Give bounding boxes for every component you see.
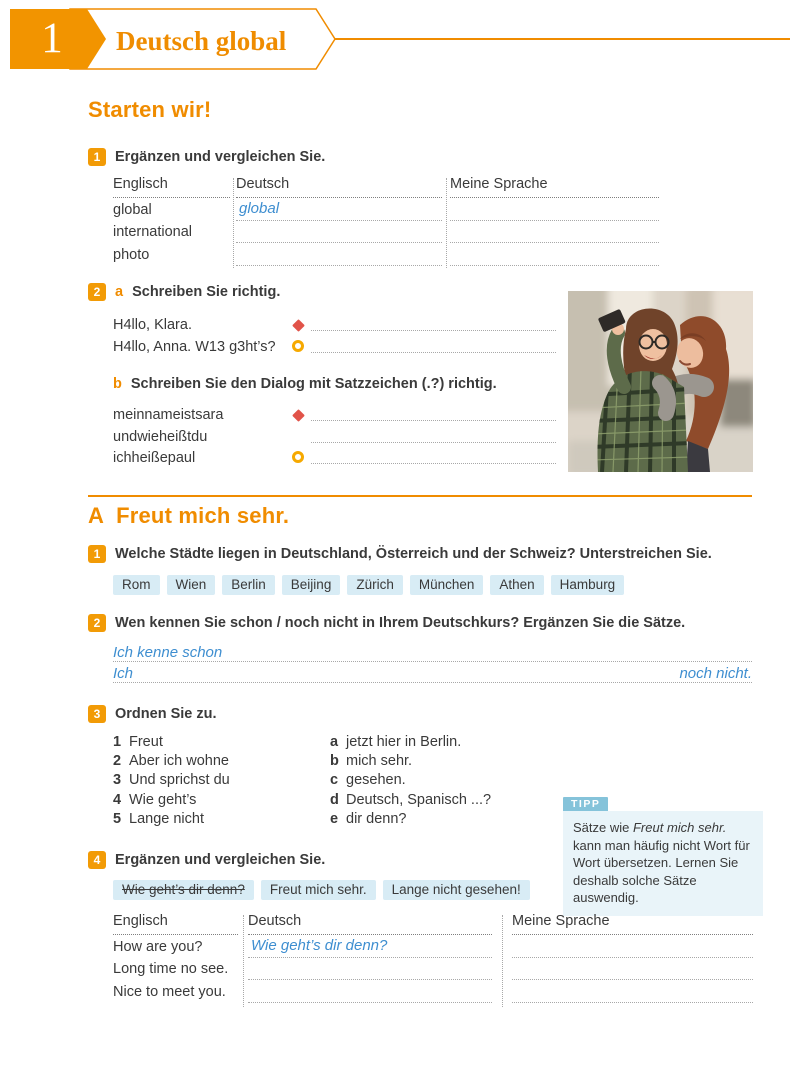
scrambled-text: H4llo, Anna. W13 g3ht’s?	[113, 339, 276, 355]
exercise-number-badge: 1	[88, 545, 106, 563]
english-word: global	[113, 201, 152, 218]
tip-label: TIPP	[563, 797, 608, 812]
matching-item[interactable]: c gesehen.	[330, 772, 406, 789]
sentence-line-2[interactable]	[113, 661, 752, 683]
phrase-chip-struck[interactable]: Wie geht’s dir denn?	[113, 880, 254, 900]
exercise-instruction: Ergänzen und vergleichen Sie.	[115, 852, 326, 868]
dialog-line	[113, 313, 556, 335]
exercise-1-header	[88, 148, 325, 166]
column-header-englisch: Englisch	[113, 913, 238, 935]
matching-item[interactable]: d Deutsch, Spanisch ...?	[330, 791, 492, 808]
scrambled-text: meinnameistsara	[113, 407, 224, 424]
friends-photo	[568, 291, 753, 472]
handwritten-answer: global	[239, 199, 280, 217]
matching-item[interactable]: 1 Freut	[113, 734, 163, 750]
table-row	[113, 243, 659, 266]
city-chip[interactable]: Zürich	[347, 575, 403, 595]
table-row	[113, 221, 659, 244]
part-letter: a	[115, 284, 124, 300]
table-row	[113, 958, 753, 981]
city-chip[interactable]: Rom	[113, 575, 160, 595]
answer-line[interactable]	[311, 340, 556, 353]
deutsch-answer-line[interactable]	[248, 938, 492, 958]
meine-sprache-answer-line[interactable]	[450, 217, 659, 221]
translation-table-1	[113, 176, 659, 266]
answer-line[interactable]	[311, 318, 556, 331]
phrase-chip[interactable]: Freut mich sehr.	[261, 880, 376, 900]
dialog-line	[113, 425, 556, 446]
dialog-line	[113, 335, 556, 357]
exercise-number-badge: 1	[88, 148, 106, 166]
translation-table-2	[113, 913, 753, 1003]
exercise-number-badge: 2	[88, 283, 106, 301]
deutsch-answer-line[interactable]	[236, 262, 442, 266]
answer-line[interactable]	[311, 408, 556, 421]
column-header-deutsch: Deutsch	[248, 913, 492, 935]
handwritten-sentence-start: Ich kenne schon	[113, 644, 223, 661]
deutsch-answer-line[interactable]	[236, 239, 442, 243]
exercise-a4-header	[88, 851, 325, 869]
section-divider-rule	[88, 495, 752, 497]
matching-item[interactable]: 2 Aber ich wohne	[113, 753, 229, 770]
city-chips	[113, 575, 624, 595]
exercise-instruction: Welche Städte liegen in Deutschland, Österreich und der Schweiz? Unterstreichen Sie.	[115, 546, 712, 562]
meine-sprache-answer-line[interactable]	[512, 999, 753, 1003]
exercise-2a-header	[88, 283, 280, 301]
section-title: Freut mich sehr.	[116, 503, 290, 528]
section-title-starten: Starten wir!	[88, 97, 212, 122]
matching-item[interactable]: 3 Und sprichst du	[113, 772, 230, 789]
speaker-diamond-icon	[292, 410, 305, 423]
exercise-instruction: Ergänzen und vergleichen Sie.	[115, 149, 326, 165]
exercise-instruction: Wen kennen Sie schon / noch nicht in Ihrem Deutschkurs? Ergänzen Sie die Sätze.	[115, 615, 686, 631]
handwritten-answer: Wie geht’s dir denn?	[251, 936, 388, 954]
exercise-a1-header	[88, 545, 712, 563]
tip-box	[563, 811, 763, 916]
matching-item[interactable]: 4 Wie geht’s	[113, 791, 197, 808]
phrase-chip[interactable]: Lange nicht gesehen!	[383, 880, 530, 900]
meine-sprache-answer-line[interactable]	[512, 954, 753, 958]
meine-sprache-answer-line[interactable]	[450, 262, 659, 266]
column-divider	[502, 915, 503, 1007]
city-chip[interactable]: Beijing	[282, 575, 341, 595]
unit-title: Deutsch global	[116, 26, 287, 56]
column-header-meine-sprache: Meine Sprache	[512, 913, 753, 935]
column-header-deutsch: Deutsch	[236, 176, 442, 198]
tip-text: kann man häufig nicht Wort für Wort übersetzen. Lernen Sie deshalb solche Sätze auswendig.	[573, 837, 750, 906]
table-row	[113, 980, 753, 1003]
column-header-englisch: Englisch	[113, 176, 230, 198]
deutsch-answer-line[interactable]	[248, 976, 492, 980]
sentence-line-1[interactable]	[113, 640, 752, 662]
part-letter: b	[113, 376, 122, 392]
matching-item[interactable]: 5 Lange nicht	[113, 810, 204, 827]
table-header-row	[113, 176, 659, 198]
column-divider	[233, 178, 234, 268]
table-header-row	[113, 913, 753, 935]
column-divider	[243, 915, 244, 1007]
section-a-header	[88, 503, 289, 529]
deutsch-answer-line[interactable]	[248, 999, 492, 1003]
handwritten-sentence-start: Ich	[113, 665, 134, 682]
meine-sprache-answer-line[interactable]	[450, 239, 659, 243]
deutsch-answer-line[interactable]	[236, 201, 442, 221]
table-row	[113, 198, 659, 221]
tip-text-italic: Freut mich sehr.	[632, 820, 727, 835]
city-chip[interactable]: Berlin	[222, 575, 275, 595]
scrambled-text: undwieheißtdu	[113, 428, 208, 445]
exercise-number-badge: 2	[88, 614, 106, 632]
english-phrase: How are you?	[113, 938, 203, 955]
table-row	[113, 935, 753, 958]
dialog-line	[113, 404, 556, 425]
english-phrase: Long time no see.	[113, 961, 229, 978]
meine-sprache-answer-line[interactable]	[512, 976, 753, 980]
matching-item[interactable]: a jetzt hier in Berlin.	[330, 734, 462, 750]
scrambled-text: H4llo, Klara.	[113, 317, 192, 333]
city-chip[interactable]: Hamburg	[551, 575, 625, 595]
matching-item[interactable]: e dir denn?	[330, 810, 407, 827]
column-divider	[446, 178, 447, 268]
english-phrase: Nice to meet you.	[113, 984, 226, 1001]
matching-item[interactable]: b mich sehr.	[330, 753, 413, 770]
exercise-a2-header	[88, 614, 685, 632]
city-chip[interactable]: Wien	[167, 575, 216, 595]
english-word: photo	[113, 246, 150, 263]
exercise-2a-lines	[113, 313, 556, 357]
matching-right-column	[330, 734, 491, 830]
city-chip[interactable]: München	[410, 575, 484, 595]
exercise-instruction: Schreiben Sie den Dialog mit Satzzeichen (.?) richtig.	[130, 376, 497, 392]
speaker-ring-icon	[292, 340, 304, 352]
phrase-chips	[113, 880, 530, 900]
exercise-instruction: Ordnen Sie zu.	[115, 706, 217, 722]
unit-number: 1	[41, 15, 63, 62]
matching-left-column	[113, 734, 230, 830]
tip-text: Sätze wie	[573, 820, 633, 835]
speaker-diamond-icon	[292, 319, 305, 332]
exercise-2b-lines	[113, 404, 556, 468]
exercise-a3-header	[88, 705, 217, 723]
exercise-number-badge: 4	[88, 851, 106, 869]
speaker-ring-icon	[292, 451, 304, 463]
section-letter: A	[88, 503, 105, 528]
column-header-meine-sprache: Meine Sprache	[450, 176, 659, 198]
answer-line[interactable]	[311, 430, 556, 443]
dialog-line	[113, 447, 556, 468]
unit-header	[0, 0, 790, 80]
handwritten-sentence-end: noch nicht.	[679, 665, 752, 682]
scrambled-text: ichheißepaul	[113, 450, 196, 467]
exercise-number-badge: 3	[88, 705, 106, 723]
exercise-2b-header	[113, 376, 497, 392]
exercise-instruction: Schreiben Sie richtig.	[132, 284, 281, 300]
answer-line[interactable]	[311, 451, 556, 464]
english-word: international	[113, 224, 192, 240]
city-chip[interactable]: Athen	[490, 575, 543, 595]
